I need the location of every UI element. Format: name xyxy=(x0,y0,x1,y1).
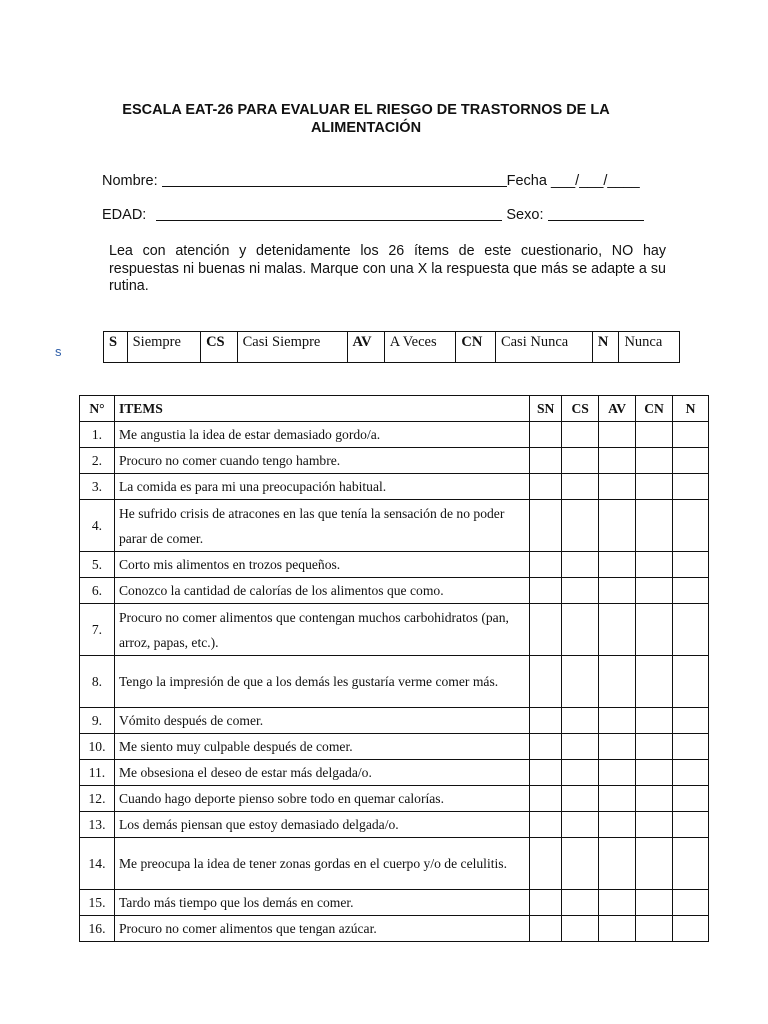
answer-cell-n[interactable] xyxy=(673,760,709,786)
answer-cell-av[interactable] xyxy=(599,656,636,708)
answer-cell-cn[interactable] xyxy=(636,838,673,890)
answer-cell-n[interactable] xyxy=(673,604,709,656)
legend-code: AV xyxy=(347,332,384,363)
answer-cell-sn[interactable] xyxy=(530,890,562,916)
answer-cell-av[interactable] xyxy=(599,422,636,448)
title-line-2: ALIMENTACIÓN xyxy=(310,120,422,136)
answer-cell-cs[interactable] xyxy=(562,760,599,786)
item-number: 14. xyxy=(80,838,115,890)
item-text: Procuro no comer cuando tengo hambre. xyxy=(114,448,529,474)
edad-row xyxy=(102,206,644,224)
header-items: ITEMS xyxy=(114,396,529,422)
answer-cell-cn[interactable] xyxy=(636,890,673,916)
answer-cell-cn[interactable] xyxy=(636,786,673,812)
instructions-text: Lea con atención y detenidamente los 26 ítems de este cuestionario, NO hay respuestas ni buenas ni malas. Marque con una X la respuesta que más se adapte a su rutina. xyxy=(109,243,666,294)
answer-cell-n[interactable] xyxy=(673,448,709,474)
item-text: Me siento muy culpable después de comer. xyxy=(114,734,529,760)
legend-row xyxy=(104,332,680,363)
answer-cell-av[interactable] xyxy=(599,760,636,786)
fecha-field[interactable]: ___/___/____ xyxy=(550,173,640,189)
answer-cell-n[interactable] xyxy=(673,812,709,838)
answer-cell-cs[interactable] xyxy=(562,786,599,812)
answer-cell-cn[interactable] xyxy=(636,552,673,578)
answer-cell-sn[interactable] xyxy=(530,760,562,786)
answer-cell-n[interactable] xyxy=(673,578,709,604)
table-row xyxy=(80,890,709,916)
answer-cell-sn[interactable] xyxy=(530,734,562,760)
sexo-label: Sexo: xyxy=(506,207,544,223)
header-number: N° xyxy=(80,396,115,422)
answer-cell-cs[interactable] xyxy=(562,812,599,838)
answer-cell-n[interactable] xyxy=(673,708,709,734)
answer-cell-sn[interactable] xyxy=(530,812,562,838)
item-number: 6. xyxy=(80,578,115,604)
sexo-field[interactable] xyxy=(548,206,644,221)
table-row xyxy=(80,708,709,734)
answer-cell-cn[interactable] xyxy=(636,604,673,656)
answer-cell-cn[interactable] xyxy=(636,812,673,838)
table-row xyxy=(80,578,709,604)
answer-cell-av[interactable] xyxy=(599,500,636,552)
item-number: 3. xyxy=(80,474,115,500)
item-text: Me angustia la idea de estar demasiado gordo/a. xyxy=(114,422,529,448)
item-text: Los demás piensan que estoy demasiado delgada/o. xyxy=(114,812,529,838)
answer-legend xyxy=(103,331,680,363)
item-number: 15. xyxy=(80,890,115,916)
item-number: 10. xyxy=(80,734,115,760)
table-row xyxy=(80,656,709,708)
answer-cell-av[interactable] xyxy=(599,708,636,734)
item-number: 1. xyxy=(80,422,115,448)
answer-cell-sn[interactable] xyxy=(530,916,562,942)
edad-label: EDAD: xyxy=(102,207,147,223)
answer-cell-sn[interactable] xyxy=(530,786,562,812)
legend-code: CN xyxy=(456,332,496,363)
item-text: Tardo más tiempo que los demás en comer. xyxy=(114,890,529,916)
header-cn: CN xyxy=(636,396,673,422)
answer-cell-av[interactable] xyxy=(599,578,636,604)
table-row xyxy=(80,812,709,838)
answer-cell-sn[interactable] xyxy=(530,448,562,474)
item-number: 7. xyxy=(80,604,115,656)
item-text: Me preocupa la idea de tener zonas gordas en el cuerpo y/o de celulitis. xyxy=(114,838,529,890)
answer-cell-n[interactable] xyxy=(673,474,709,500)
item-text: La comida es para mi una preocupación habitual. xyxy=(114,474,529,500)
header-sn: SN xyxy=(530,396,562,422)
answer-cell-cs[interactable] xyxy=(562,890,599,916)
table-row xyxy=(80,786,709,812)
answer-cell-cs[interactable] xyxy=(562,708,599,734)
item-number: 12. xyxy=(80,786,115,812)
answer-cell-n[interactable] xyxy=(673,838,709,890)
answer-cell-cs[interactable] xyxy=(562,552,599,578)
legend-label: Casi Siempre xyxy=(237,332,347,363)
side-mark: s xyxy=(55,344,62,359)
answer-cell-cs[interactable] xyxy=(562,916,599,942)
answer-cell-av[interactable] xyxy=(599,916,636,942)
table-row xyxy=(80,552,709,578)
answer-cell-sn[interactable] xyxy=(530,500,562,552)
answer-cell-cn[interactable] xyxy=(636,422,673,448)
item-text: He sufrido crisis de atracones en las que tenía la sensación de no poder parar de comer. xyxy=(114,500,529,552)
item-number: 13. xyxy=(80,812,115,838)
item-number: 4. xyxy=(80,500,115,552)
edad-field[interactable] xyxy=(156,206,502,221)
answer-cell-n[interactable] xyxy=(673,890,709,916)
item-text: Me obsesiona el deseo de estar más delgada/o. xyxy=(114,760,529,786)
header-n: N xyxy=(673,396,709,422)
table-row xyxy=(80,734,709,760)
title-line-1: ESCALA EAT-26 PARA EVALUAR EL RIESGO DE TRASTORNOS DE LA xyxy=(122,102,610,118)
answer-cell-cs[interactable] xyxy=(562,500,599,552)
item-number: 2. xyxy=(80,448,115,474)
answer-cell-av[interactable] xyxy=(599,812,636,838)
answer-cell-cn[interactable] xyxy=(636,500,673,552)
item-number: 8. xyxy=(80,656,115,708)
item-text: Conozco la cantidad de calorías de los alimentos que como. xyxy=(114,578,529,604)
answer-cell-cn[interactable] xyxy=(636,656,673,708)
answer-cell-av[interactable] xyxy=(599,448,636,474)
answer-cell-cn[interactable] xyxy=(636,734,673,760)
answer-cell-cn[interactable] xyxy=(636,474,673,500)
table-row xyxy=(80,604,709,656)
answer-cell-sn[interactable] xyxy=(530,656,562,708)
answer-cell-cs[interactable] xyxy=(562,578,599,604)
header-cs: CS xyxy=(562,396,599,422)
table-row xyxy=(80,760,709,786)
item-number: 16. xyxy=(80,916,115,942)
header-av: AV xyxy=(599,396,636,422)
legend-code: S xyxy=(104,332,128,363)
answer-cell-av[interactable] xyxy=(599,474,636,500)
answer-cell-cs[interactable] xyxy=(562,656,599,708)
legend-label: Nunca xyxy=(619,332,680,363)
item-number: 9. xyxy=(80,708,115,734)
table-row xyxy=(80,474,709,500)
answer-cell-av[interactable] xyxy=(599,552,636,578)
fecha-label: Fecha xyxy=(506,173,547,189)
answer-cell-cs[interactable] xyxy=(562,604,599,656)
answer-cell-sn[interactable] xyxy=(530,422,562,448)
legend-label: Casi Nunca xyxy=(495,332,592,363)
legend-code: N xyxy=(592,332,619,363)
item-number: 11. xyxy=(80,760,115,786)
answer-cell-n[interactable] xyxy=(673,656,709,708)
table-header-row xyxy=(80,396,709,422)
item-number: 5. xyxy=(80,552,115,578)
table-row xyxy=(80,916,709,942)
answer-cell-cn[interactable] xyxy=(636,916,673,942)
nombre-label: Nombre: xyxy=(102,173,158,189)
answer-cell-n[interactable] xyxy=(673,552,709,578)
legend-label: Siempre xyxy=(127,332,200,363)
answer-cell-sn[interactable] xyxy=(530,474,562,500)
answer-cell-cs[interactable] xyxy=(562,422,599,448)
table-row xyxy=(80,838,709,890)
answer-cell-cn[interactable] xyxy=(636,448,673,474)
items-table xyxy=(79,395,709,942)
table-row xyxy=(80,448,709,474)
answer-cell-sn[interactable] xyxy=(530,552,562,578)
table-row xyxy=(80,500,709,552)
answer-cell-av[interactable] xyxy=(599,890,636,916)
answer-cell-av[interactable] xyxy=(599,838,636,890)
answer-cell-n[interactable] xyxy=(673,422,709,448)
nombre-row xyxy=(102,172,640,190)
answer-cell-n[interactable] xyxy=(673,786,709,812)
document-title xyxy=(80,101,652,137)
answer-cell-av[interactable] xyxy=(599,734,636,760)
item-text: Cuando hago deporte pienso sobre todo en quemar calorías. xyxy=(114,786,529,812)
answer-cell-cs[interactable] xyxy=(562,838,599,890)
nombre-field[interactable] xyxy=(162,172,507,187)
legend-code: CS xyxy=(201,332,238,363)
item-text: Procuro no comer alimentos que contengan muchos carbohidratos (pan, arroz, papas, etc.). xyxy=(114,604,529,656)
answer-cell-av[interactable] xyxy=(599,786,636,812)
answer-cell-n[interactable] xyxy=(673,500,709,552)
answer-cell-av[interactable] xyxy=(599,604,636,656)
answer-cell-n[interactable] xyxy=(673,734,709,760)
answer-cell-cs[interactable] xyxy=(562,448,599,474)
answer-cell-n[interactable] xyxy=(673,916,709,942)
answer-cell-cs[interactable] xyxy=(562,474,599,500)
answer-cell-cn[interactable] xyxy=(636,708,673,734)
table-row xyxy=(80,422,709,448)
item-text: Procuro no comer alimentos que tengan azúcar. xyxy=(114,916,529,942)
answer-cell-cs[interactable] xyxy=(562,734,599,760)
answer-cell-sn[interactable] xyxy=(530,604,562,656)
item-text: Corto mis alimentos en trozos pequeños. xyxy=(114,552,529,578)
answer-cell-sn[interactable] xyxy=(530,838,562,890)
item-text: Vómito después de comer. xyxy=(114,708,529,734)
answer-cell-sn[interactable] xyxy=(530,708,562,734)
answer-cell-sn[interactable] xyxy=(530,578,562,604)
answer-cell-cn[interactable] xyxy=(636,760,673,786)
item-text: Tengo la impresión de que a los demás les gustaría verme comer más. xyxy=(114,656,529,708)
answer-cell-cn[interactable] xyxy=(636,578,673,604)
legend-label: A Veces xyxy=(384,332,456,363)
